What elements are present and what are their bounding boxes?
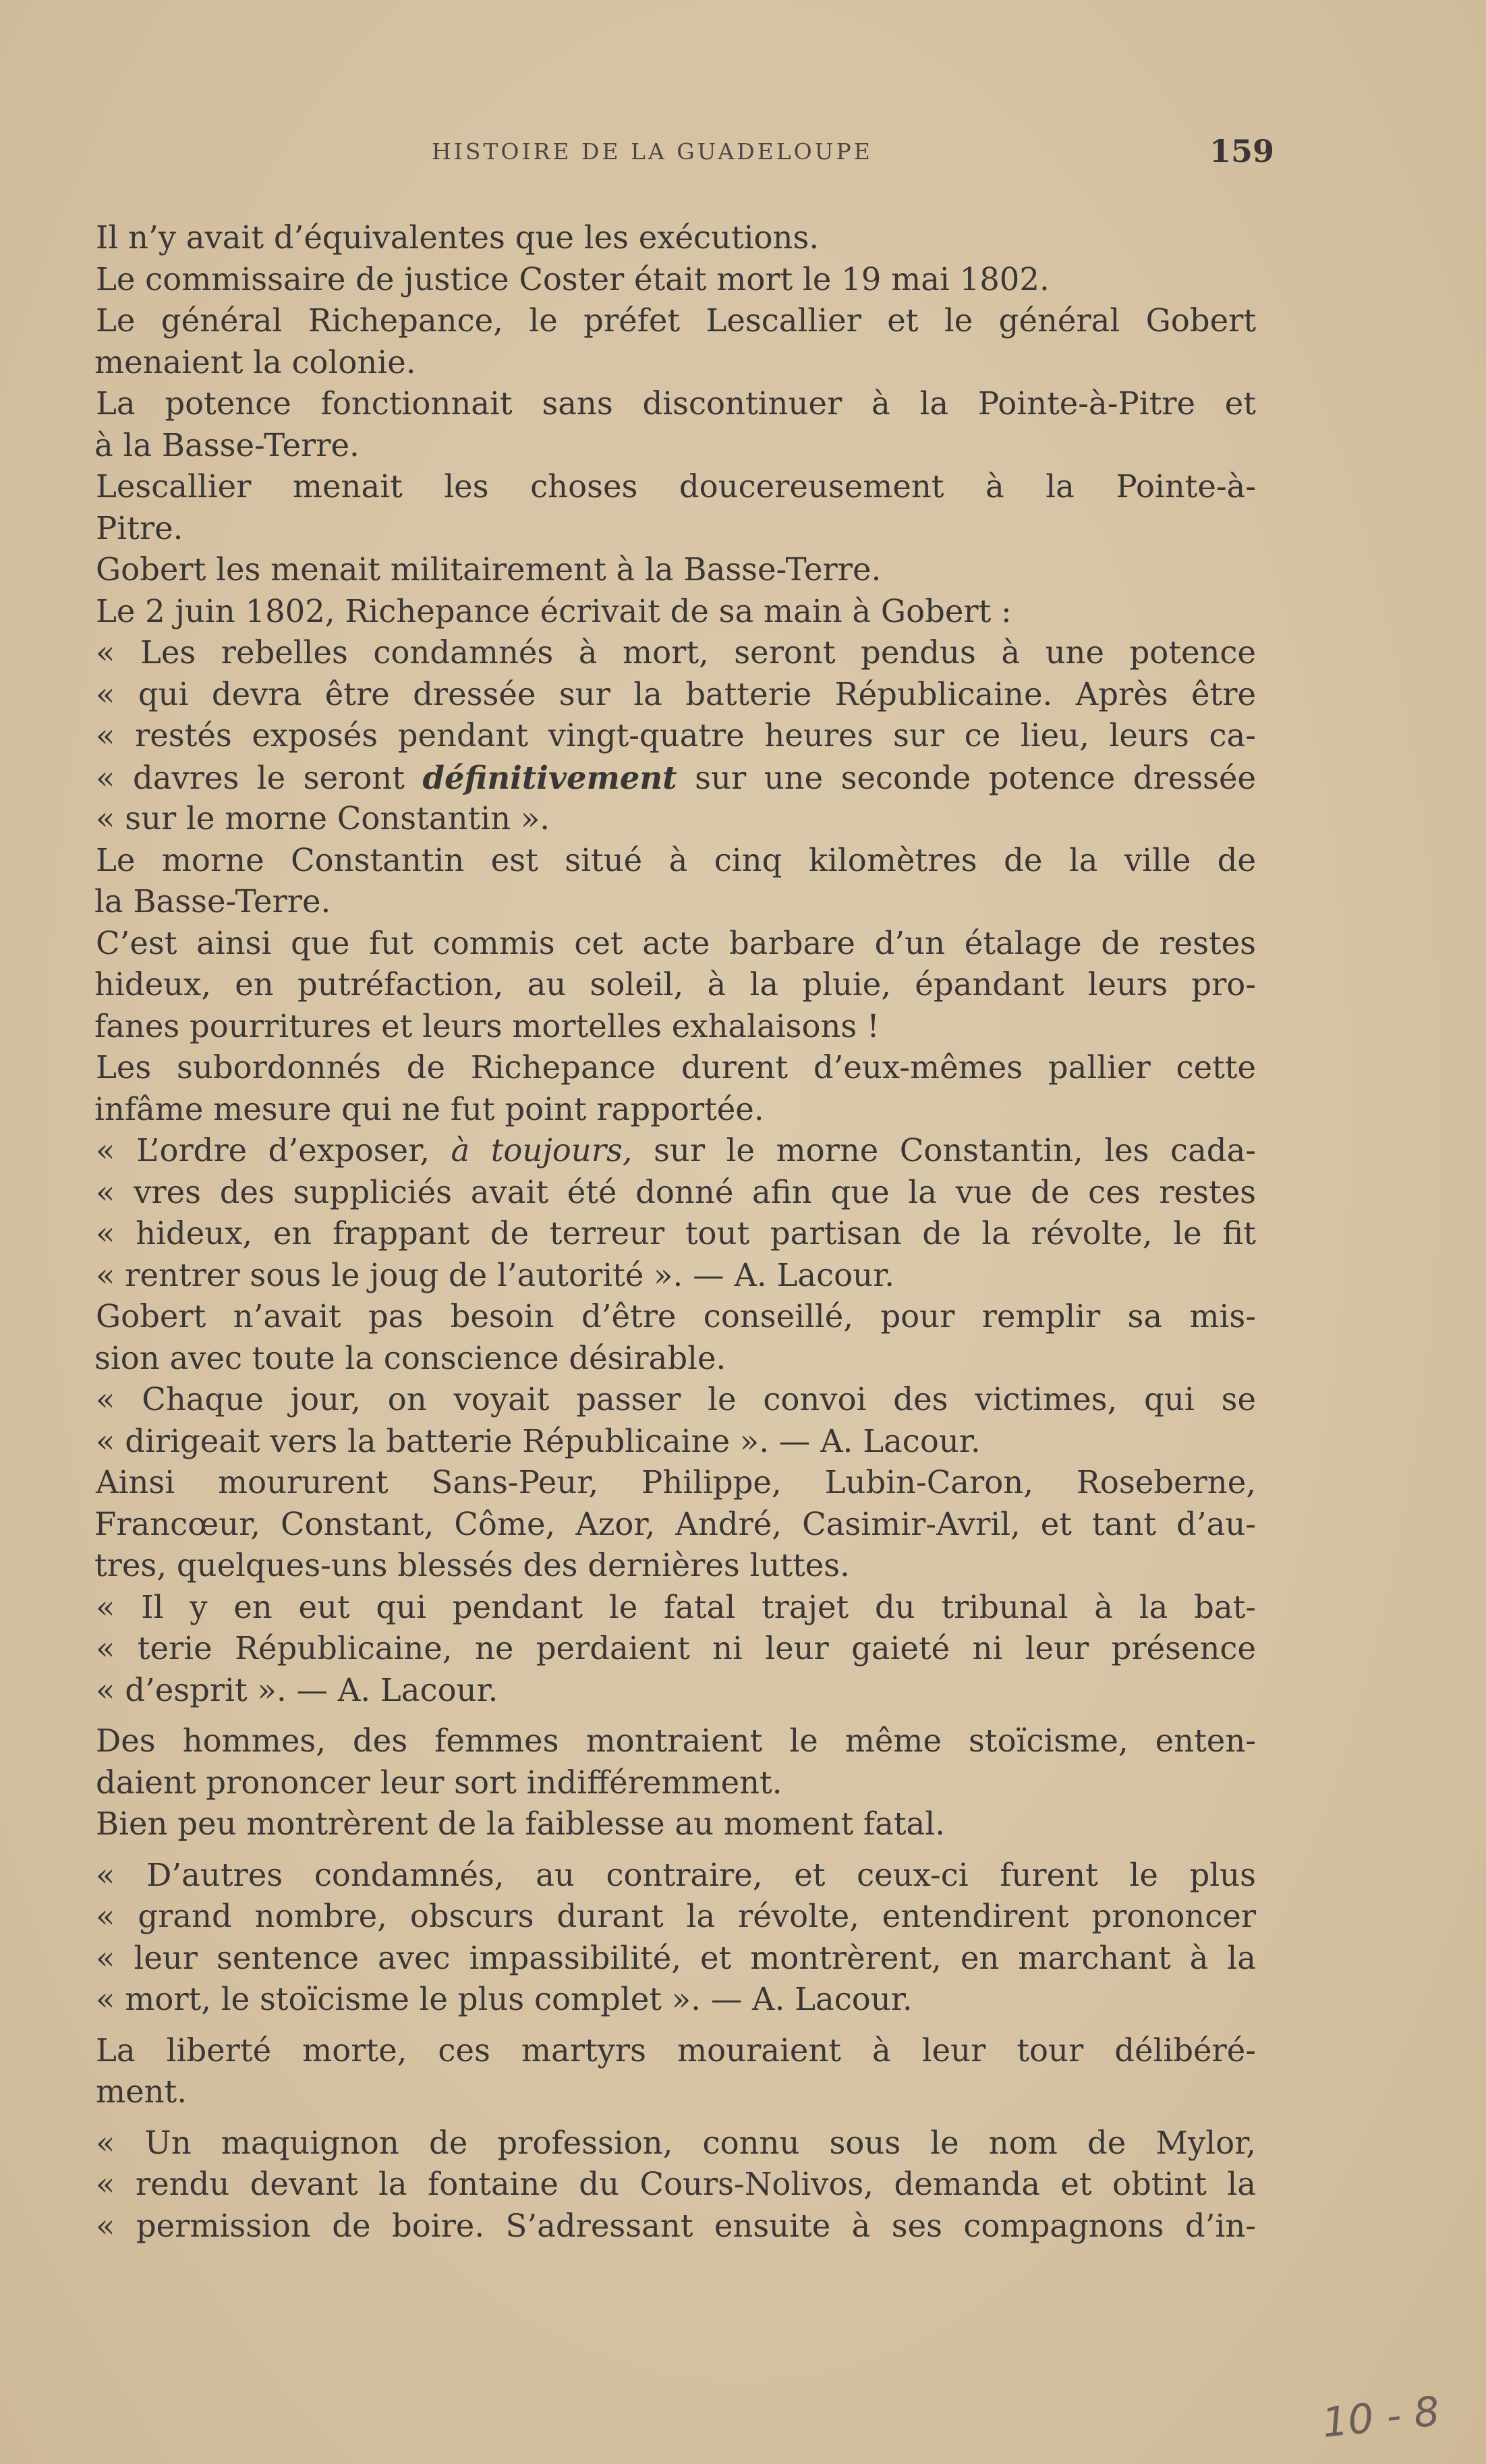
body-text [96, 217, 1256, 2247]
text-line: Il n’y avait d’équivalentes que les exécutions. [96, 219, 820, 256]
text-line: « Les rebelles condamnés à mort, seront pendus à une potence [96, 634, 1256, 671]
text-line: la Basse-Terre. [94, 883, 331, 920]
text-line: « terie Républicaine, ne perdaient ni leur gaieté ni leur présence [96, 1630, 1256, 1667]
text-line: Le morne Constantin est situé à cinq kilomètres de la ville de [96, 841, 1256, 878]
text-line: hideux, en putréfaction, au soleil, à la pluie, épandant leurs pro- [94, 966, 1256, 1003]
text-line: tres, quelques-uns blessés des dernières luttes. [94, 1547, 850, 1584]
text-segment: sur le morne Constantin, les cada- [654, 1132, 1257, 1169]
text-line: « Un maquignon de profession, connu sous le nom de Mylor, [96, 2124, 1256, 2161]
text-line: Ainsi moururent Sans-Peur, Philippe, Lubin-Caron, Roseberne, [96, 1464, 1256, 1501]
text-line: « D’autres condamnés, au contraire, et ceux-ci furent le plus [96, 1856, 1256, 1893]
text-line: Bien peu montrèrent de la faiblesse au moment fatal. [96, 1805, 945, 1842]
text-line: « vres des suppliciés avait été donné afin que la vue de ces restes [96, 1173, 1256, 1210]
text-line: Le général Richepance, le préfet Lescallier et le général Gobert [96, 302, 1256, 339]
emphasis-text: à toujours, [451, 1132, 633, 1169]
text-line: Le 2 juin 1802, Richepance écrivait de sa main à Gobert : [96, 592, 1012, 629]
text-line: Le commissaire de justice Coster était mort le 19 mai 1802. [96, 260, 1050, 298]
text-line: « hideux, en frappant de terreur tout partisan de la révolte, le fit [96, 1215, 1256, 1252]
text-line: « Il y en eut qui pendant le fatal trajet du tribunal à la bat- [96, 1588, 1256, 1625]
text-line: « Chaque jour, on voyait passer le convoi des victimes, qui se [96, 1381, 1256, 1418]
text-line: à la Basse-Terre. [94, 426, 360, 464]
text-line: Pitre. [96, 509, 183, 547]
text-line: « permission de boire. S’adressant ensuite à ses compagnons d’in- [96, 2207, 1256, 2244]
text-line: Gobert n’avait pas besoin d’être conseillé, pour remplir sa mis- [96, 1298, 1256, 1335]
text-line: ment. [96, 2073, 188, 2110]
text-segment: sur une seconde potence dressée [695, 759, 1257, 796]
text-line: « sur le morne Constantin ». [96, 800, 550, 837]
text-line: sion avec toute la conscience désirable. [94, 1339, 726, 1376]
text-line: Gobert les menait militairement à la Basse-Terre. [96, 551, 882, 588]
text-line: C’est ainsi que fut commis cet acte barbare d’un étalage de restes [96, 924, 1256, 961]
text-line: La liberté morte, ces martyrs mouraient à leur tour délibéré- [96, 2032, 1256, 2069]
text-line [96, 757, 1256, 799]
text-line: « restés exposés pendant vingt-quatre heures sur ce lieu, leurs ca- [96, 717, 1256, 754]
text-line: Lescallier menait les choses doucereusement à la Pointe-à- [96, 468, 1256, 505]
text-line: menaient la colonie. [94, 343, 416, 381]
text-line: fanes pourritures et leurs mortelles exhalaisons ! [94, 1007, 880, 1044]
text-line: « qui devra être dressée sur la batterie Républicaine. Après être [96, 675, 1256, 712]
text-line: « mort, le stoïcisme le plus complet ». — A. Lacour. [96, 1981, 913, 2017]
text-line: « rentrer sous le joug de l’autorité ». — A. Lacour. [96, 1256, 894, 1293]
text-line: La potence fonctionnait sans discontinuer à la Pointe-à-Pitre et [96, 385, 1256, 422]
text-line: Francœur, Constant, Côme, Azor, André, Casimir-Avril, et tant d’au- [94, 1505, 1256, 1542]
text-line: infâme mesure qui ne fut point rapportée. [94, 1090, 764, 1127]
text-line: « grand nombre, obscurs durant la révolte, entendirent prononcer [96, 1898, 1256, 1934]
text-line: Des hommes, des femmes montraient le même stoïcisme, enten- [96, 1723, 1256, 1759]
text-line: « leur sentence avec impassibilité, et montrèrent, en marchant à la [96, 1939, 1256, 1976]
handwritten-annotation: 10 - 8 [1319, 2388, 1442, 2447]
text-line: « dirigeait vers la batterie Républicaine ». — A. Lacour. [96, 1422, 981, 1459]
page-header [0, 133, 1486, 179]
text-line: « rendu devant la fontaine du Cours-Nolivos, demanda et obtint la [96, 2166, 1256, 2202]
text-line: Les subordonnés de Richepance durent d’eux-mêmes pallier cette [96, 1049, 1256, 1086]
running-title: HISTOIRE DE LA GUADELOUPE [432, 138, 873, 165]
text-line: « d’esprit ». — A. Lacour. [96, 1671, 498, 1708]
emphasis-text: définitivement [422, 758, 677, 796]
text-segment: « davres le seront [96, 759, 405, 796]
text-line [96, 1130, 1256, 1172]
text-line: daient prononcer leur sort indifféremment. [96, 1764, 782, 1801]
page-number: 159 [1209, 133, 1275, 169]
text-segment: « L’ordre d’exposer, [96, 1132, 430, 1169]
